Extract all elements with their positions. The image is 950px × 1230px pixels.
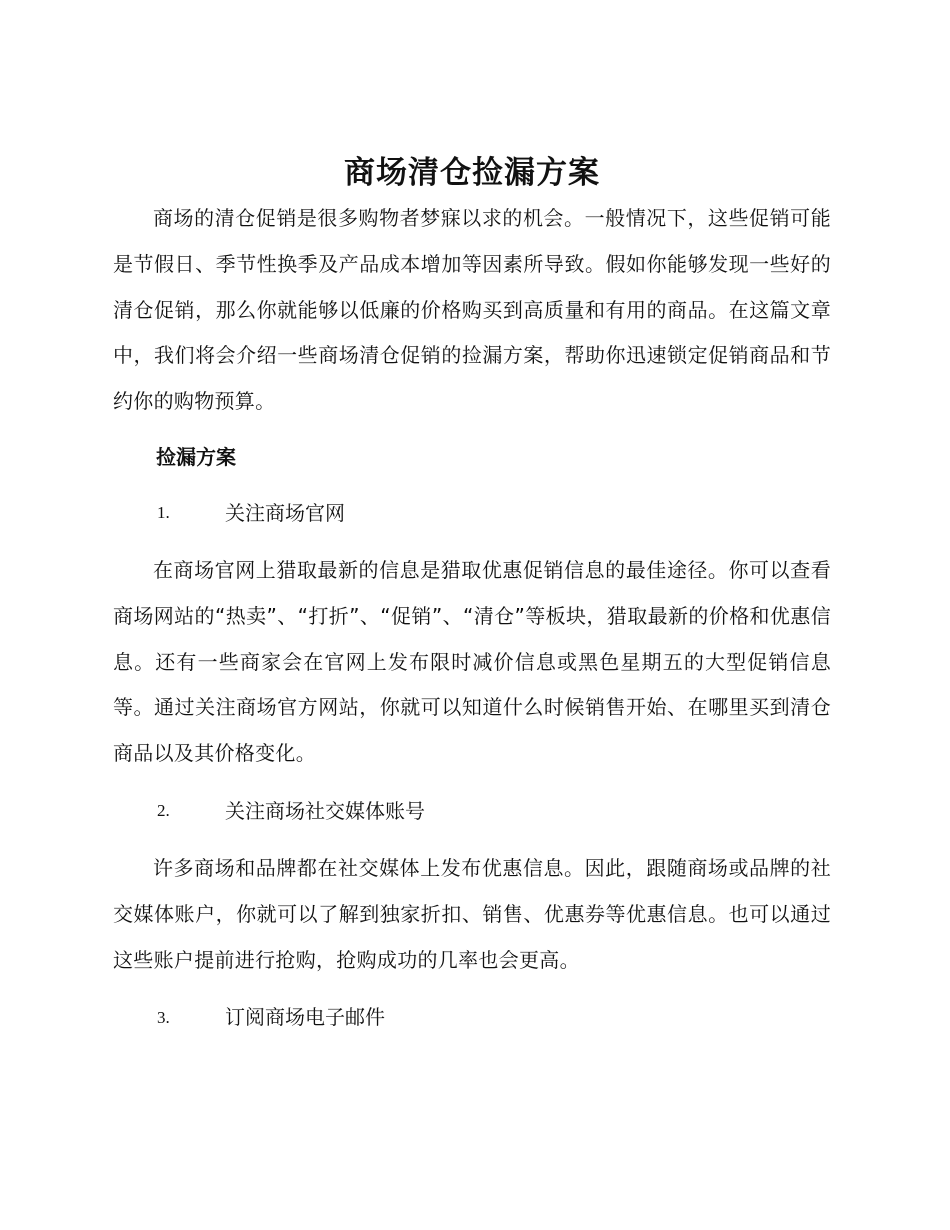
document-content bbox=[113, 150, 831, 1052]
list-heading-3: 订阅商场电子邮件 bbox=[225, 1005, 385, 1030]
intro-paragraph: 商场的清仓促销是很多购物者梦寐以求的机会。一般情况下，这些促销可能是节假日、季节性换季及产品成本增加等因素所导致。假如你能够发现一些好的清仓促销，那么你就能够以低廉的价格购买到高质量和有用的商品。在这篇文章中，我们将会介绍一些商场清仓促销的捡漏方案，帮助你迅速锁定促销商品和节约你的购物预算。 bbox=[113, 206, 831, 414]
list-item-2 bbox=[113, 789, 831, 834]
document-title: 商场清仓捡漏方案 bbox=[344, 155, 600, 191]
section-heading: 捡漏方案 bbox=[156, 444, 236, 469]
list-number-2: 2. bbox=[157, 801, 170, 821]
list-heading-2: 关注商场社交媒体账号 bbox=[225, 798, 425, 823]
item-2-paragraph: 许多商场和品牌都在社交媒体上发布优惠信息。因此，跟随商场或品牌的社交媒体账户，你就可以了解到独家折扣、销售、优惠券等优惠信息。也可以通过这些账户提前进行抢购，抢购成功的几率也会更高。 bbox=[113, 855, 831, 972]
list-item-3 bbox=[113, 995, 831, 1040]
list-heading-1: 关注商场官网 bbox=[225, 500, 345, 525]
item-1-paragraph: 在商场官网上猎取最新的信息是猎取优惠促销信息的最佳途径。你可以查看商场网站的“热卖”、“打折”、“促销”、“清仓”等板块，猎取最新的价格和优惠信息。还有一些商家会在官网上发布限时减价信息或黑色星期五的大型促销信息等。通过关注商场官方网站，你就可以知道什么时候销售开始、在哪里买到清仓商品以及其价格变化。 bbox=[113, 557, 831, 766]
list-number-3: 3. bbox=[157, 1007, 170, 1027]
list-number-1: 1. bbox=[157, 503, 170, 523]
list-item-1 bbox=[113, 491, 831, 536]
